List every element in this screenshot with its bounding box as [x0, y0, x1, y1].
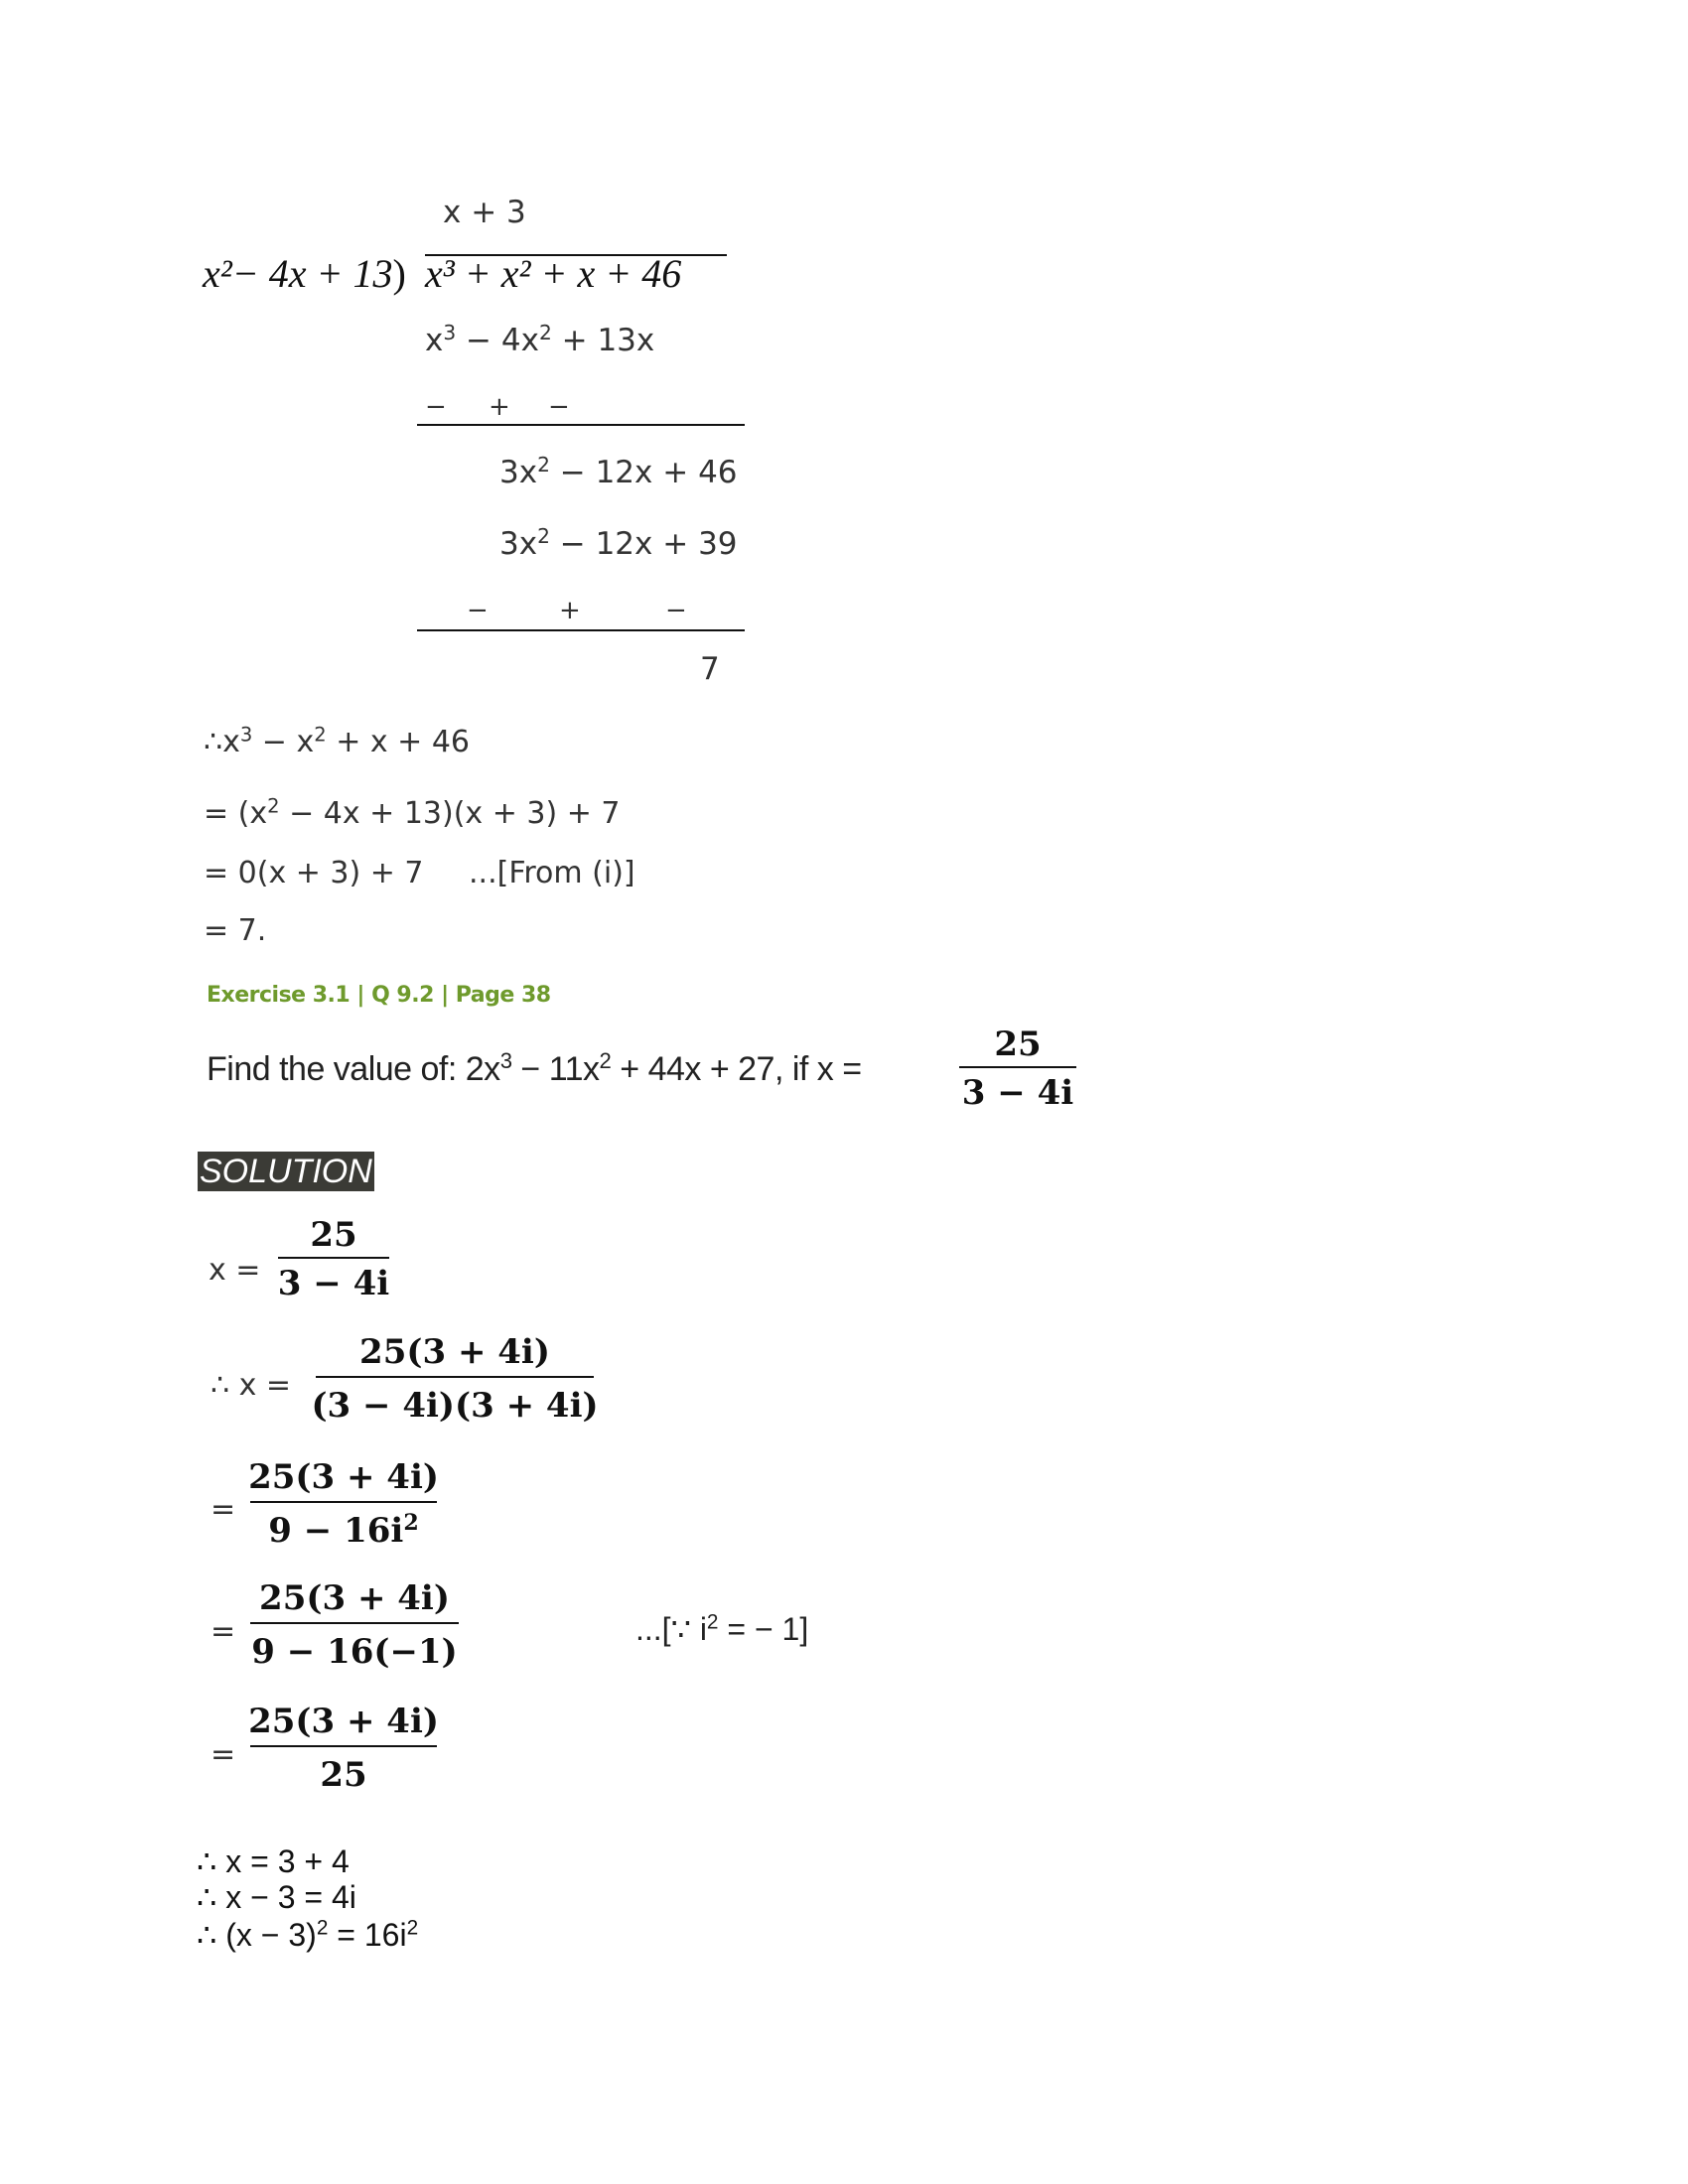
denominator: 25 [320, 1755, 367, 1795]
term: + x + 46 [326, 725, 471, 759]
divisor-text: x²− 4x + 13 [203, 251, 393, 296]
exponent: 3 [499, 1047, 512, 1073]
division-bracket: ) [392, 251, 406, 296]
step-fraction [311, 1328, 599, 1433]
term: − 4x [456, 323, 539, 358]
exponent: 2 [538, 320, 552, 344]
step2-remainder [499, 452, 738, 490]
term: Find the value of: 2x [207, 1050, 500, 1088]
term: + 13x [551, 323, 655, 358]
step-fraction [250, 1698, 437, 1803]
numerator: 25(3 + 4i) [359, 1332, 550, 1372]
step2-product [499, 523, 738, 562]
final-line-1: ∴ x = 3 + 4 [197, 1843, 350, 1879]
step-lhs: = [211, 1614, 236, 1649]
question-fraction [959, 1023, 1076, 1118]
question-text [207, 1047, 862, 1089]
step-note [635, 1610, 808, 1648]
term: − 12x + 39 [549, 526, 738, 562]
numerator: 25(3 + 4i) [248, 1457, 439, 1497]
term: x [425, 323, 444, 358]
conclusion-line-2 [204, 796, 620, 831]
exponent: 2 [406, 1916, 419, 1940]
final-line-3 [197, 1916, 418, 1954]
solution-badge: SOLUTION [200, 1153, 372, 1190]
step1-product [425, 320, 655, 358]
exponent: 3 [443, 320, 457, 344]
exponent: 2 [316, 1916, 329, 1940]
numerator: 25 [310, 1215, 357, 1255]
step-fraction [250, 1574, 459, 1680]
denominator: 3 − 4i [961, 1073, 1074, 1113]
term: − 12x + 46 [549, 455, 738, 490]
numerator: 25(3 + 4i) [259, 1578, 450, 1618]
remainder: 7 [700, 651, 720, 687]
step-lhs: = [211, 1492, 236, 1527]
exponent: 2 [537, 452, 550, 477]
term: = (x [204, 796, 268, 831]
conclusion-line-1 [204, 725, 470, 759]
exponent: 2 [403, 1509, 419, 1536]
step-lhs: x = [209, 1253, 261, 1288]
denominator: (3 − 4i)(3 + 4i) [311, 1386, 599, 1426]
conclusion-note: ...[From (i)] [469, 856, 635, 890]
exponent: 2 [599, 1047, 612, 1073]
term: 9 − 16i [268, 1511, 404, 1551]
denominator: 3 − 4i [277, 1264, 390, 1303]
step-fraction [250, 1453, 437, 1559]
exponent: 3 [239, 723, 253, 747]
final-line-2: ∴ x − 3 = 4i [197, 1879, 356, 1915]
term: ...[∵ i [635, 1611, 707, 1647]
step-lhs: = [211, 1737, 236, 1772]
term: 3x [499, 526, 538, 562]
conclusion-line-3 [204, 856, 424, 890]
term: + 44x + 27, if x = [611, 1050, 862, 1088]
quotient: x + 3 [443, 195, 526, 230]
term: ∴ (x − 3) [197, 1917, 317, 1953]
subtraction-line-1 [417, 424, 745, 426]
exponent: 2 [267, 794, 280, 818]
subtraction-line-2 [417, 629, 745, 631]
step2-sign-1: − [467, 596, 489, 625]
step-lhs: ∴ x = [211, 1368, 292, 1403]
exponent: 2 [537, 523, 550, 548]
step2-sign-3: − [665, 596, 687, 625]
term: − 4x + 13)(x + 3) + 7 [279, 796, 621, 831]
step1-sign-1: − [425, 392, 447, 422]
term: 3x [499, 455, 538, 490]
term: − x [252, 725, 315, 759]
exponent: 2 [314, 723, 327, 747]
step2-sign-2: + [559, 596, 581, 625]
divisor [203, 250, 406, 297]
term: − 11x [511, 1050, 600, 1088]
denominator [268, 1503, 418, 1559]
dividend: x³ + x² + x + 46 [425, 251, 682, 296]
step1-sign-3: − [548, 392, 570, 422]
term: ∴x [204, 725, 240, 759]
step-fraction [278, 1213, 389, 1308]
term: = 0(x + 3) + 7 [204, 856, 424, 890]
numerator: 25(3 + 4i) [248, 1702, 439, 1741]
numerator: 25 [994, 1024, 1042, 1064]
step1-sign-2: + [489, 392, 510, 422]
term: = 16i [328, 1917, 407, 1953]
term: = − 1] [718, 1611, 809, 1647]
exponent: 2 [706, 1610, 719, 1634]
conclusion-line-4: = 7. [204, 913, 267, 948]
exercise-reference[interactable]: Exercise 3.1 | Q 9.2 | Page 38 [207, 983, 551, 1008]
denominator: 9 − 16(−1) [251, 1632, 458, 1672]
